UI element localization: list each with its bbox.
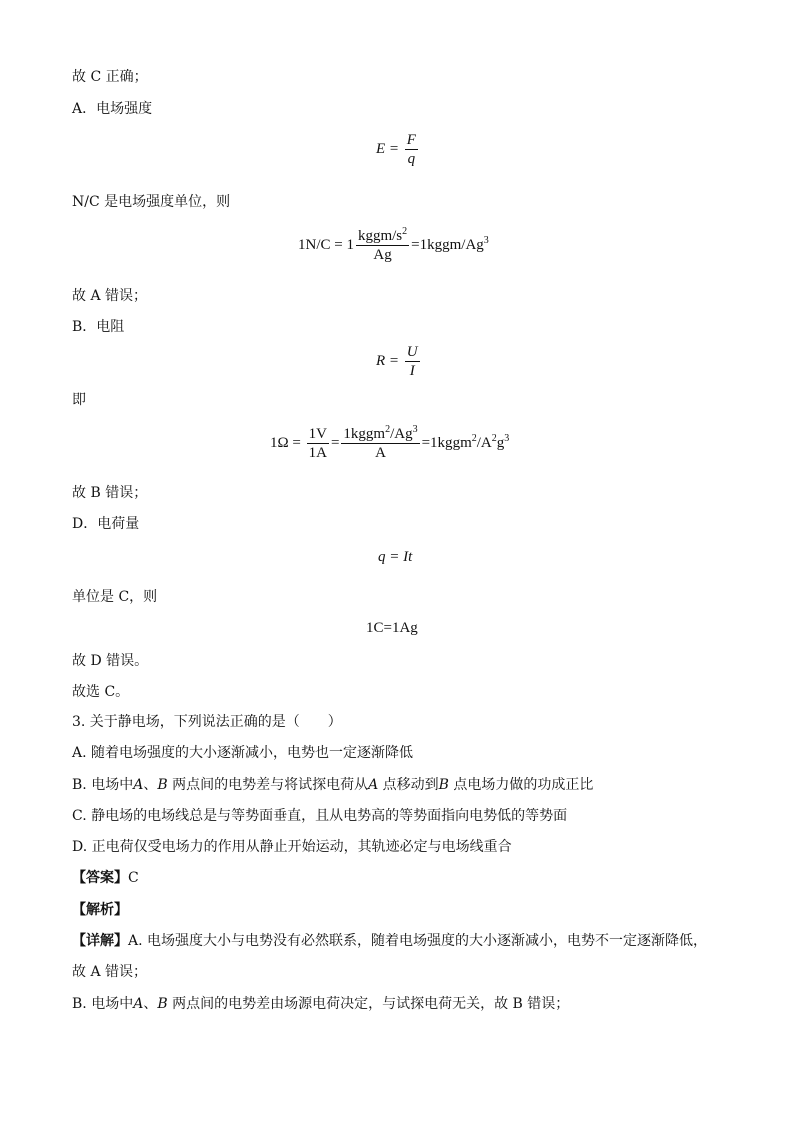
equation-electric-field: E = $\frac{F}{q}$	[376, 132, 416, 167]
text-line: 故选 C。	[72, 684, 130, 700]
equation-unit-nc: 1N/C = 1 $\frac{kggm/s^2}{Ag}$ $=1kggm/Ag^3$	[298, 226, 489, 263]
option-a: A. 随着电场强度的大小逐渐减小，电势也一定逐渐降低	[72, 745, 414, 761]
text-line: A．电场强度	[72, 101, 153, 117]
equation-charge: q = It	[378, 549, 413, 565]
answer-tag: 【答案】	[72, 870, 128, 886]
equation-resistance: R = $\frac{U}{I}$	[376, 344, 418, 379]
option-d: D. 正电荷仅受电场力的作用从静止开始运动，其轨迹必定与电场线重合	[72, 839, 512, 855]
detail-line-b: B. 电场中A、B 两点间的电势差由场源电荷决定，与试探电荷无关，故 B 错误；	[72, 996, 570, 1012]
equation-unit-coulomb: 1C=1Ag	[366, 620, 418, 636]
text-line: 故 A 错误；	[72, 288, 148, 304]
text-line: B．电阻	[72, 319, 125, 335]
text-line: 单位是 C，则	[72, 589, 158, 605]
text-line: N/C 是电场强度单位，则	[72, 194, 231, 210]
answer-value: C	[128, 870, 139, 886]
text-line: 即	[72, 392, 86, 408]
text-line: 故 D 错误。	[72, 653, 149, 669]
answer-line	[72, 869, 139, 887]
option-c: C. 静电场的电场线总是与等势面垂直，且从电势高的等势面指向电势低的等势面	[72, 808, 568, 824]
text-line: 故 A 错误；	[72, 964, 148, 980]
analysis-tag: 【解析】	[72, 902, 128, 918]
text-line: 故 C 正确；	[72, 69, 148, 85]
detail-tag: 【详解】	[72, 933, 128, 949]
text-line: 故 B 错误；	[72, 485, 148, 501]
question-stem: 3. 关于静电场，下列说法正确的是（ ）	[72, 714, 342, 730]
equation-unit-ohm: 1Ω = $\frac{1V}{1A}$ = $\frac{1kggm^2/Ag^3}{A}$ $=1kggm^2/A^2g^3$	[270, 424, 510, 461]
option-b: B. 电场中A、B 两点间的电势差与将试探电荷从A 点移动到B 点电场力做的功成正比	[72, 777, 594, 793]
text-line: D．电荷量	[72, 516, 140, 532]
detail-line: 【详解】A. 电场强度大小与电势没有必然联系，随着电场强度的大小逐渐减小，电势不一定逐渐降低，	[72, 933, 708, 949]
